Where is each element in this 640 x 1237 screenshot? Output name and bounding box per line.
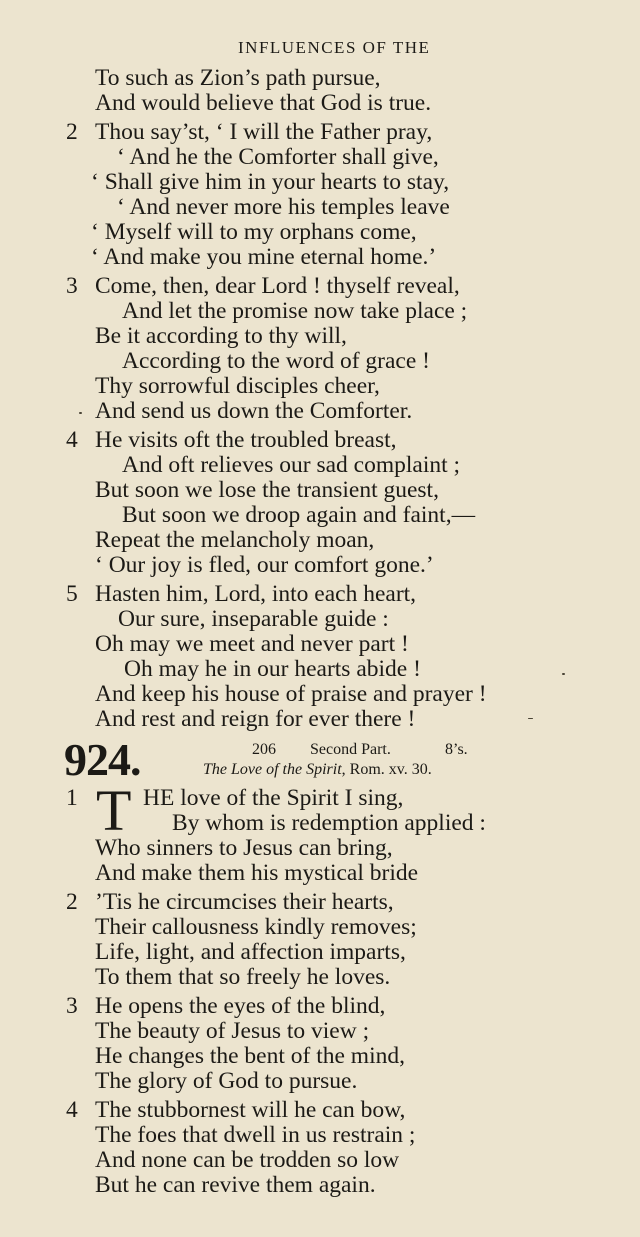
verse-line: The beauty of Jesus to view ; xyxy=(95,1018,370,1044)
stanza-number: 5 xyxy=(66,581,78,607)
stanza-number: 4 xyxy=(66,1097,78,1123)
hymn-subtitle xyxy=(203,761,432,779)
stanza-number: 3 xyxy=(66,273,78,299)
stanza-number: 2 xyxy=(66,119,78,145)
verse-line: And let the promise now take place ; xyxy=(122,298,468,324)
verse-line: To such as Zion’s path pursue, xyxy=(95,65,381,91)
verse-line: And oft relieves our sad complaint ; xyxy=(122,452,461,478)
verse-line: ‘ And never more his temples leave xyxy=(117,194,450,220)
part-label: Second Part. xyxy=(310,741,391,758)
verse-line: Thou say’st, ‘ I will the Father pray, xyxy=(95,119,433,145)
verse-line: ‘ And he the Comforter shall give, xyxy=(117,144,439,170)
verse-line: He visits oft the troubled breast, xyxy=(95,427,397,453)
verse-line: Repeat the melancholy moan, xyxy=(95,527,375,553)
verse-line: Their callousness kindly removes; xyxy=(95,914,417,940)
scripture-reference: , Rom. xv. 30. xyxy=(341,761,432,778)
verse-line: Be it according to thy will, xyxy=(95,323,347,349)
verse-line: The stubbornest will he can bow, xyxy=(95,1097,406,1123)
verse-line: But he can revive them again. xyxy=(95,1172,376,1198)
verse-line: ‘ And make you mine eternal home.’ xyxy=(91,244,437,270)
verse-line: ‘ Shall give him in your hearts to stay, xyxy=(91,169,450,195)
verse-line: ‘ Myself will to my orphans come, xyxy=(91,219,417,245)
verse-line: He opens the eyes of the blind, xyxy=(95,993,386,1019)
stanza-number: 2 xyxy=(66,889,78,915)
tune-number: 206 xyxy=(252,741,276,758)
verse-line: The foes that dwell in us restrain ; xyxy=(95,1122,416,1148)
verse-line: And none can be trodden so low xyxy=(95,1147,400,1173)
drop-cap: T xyxy=(96,778,132,843)
verse-line: And make them his mystical bride xyxy=(95,860,419,886)
verse-line: And would believe that God is true. xyxy=(95,90,432,116)
verse-line: According to the word of grace ! xyxy=(122,348,430,374)
verse-line: Thy sorrowful disciples cheer, xyxy=(95,373,380,399)
verse-line: And keep his house of praise and prayer ! xyxy=(95,681,487,707)
verse-line: Who sinners to Jesus can bring, xyxy=(95,835,393,861)
verse-line: And rest and reign for ever there ! xyxy=(95,706,416,732)
verse-line: He changes the bent of the mind, xyxy=(95,1043,405,1069)
verse-line: But soon we droop again and faint,— xyxy=(122,502,476,528)
verse-line: ’Tis he circumcises their hearts, xyxy=(95,889,394,915)
verse-line: But soon we lose the transient guest, xyxy=(95,477,439,503)
hymn-title: The Love of the Spirit xyxy=(203,761,342,778)
verse-line: Hasten him, Lord, into each heart, xyxy=(95,581,417,607)
meter-label: 8’s. xyxy=(445,741,468,758)
print-speck xyxy=(528,718,533,719)
print-speck xyxy=(562,673,565,675)
verse-line: Come, then, dear Lord ! thyself reveal, xyxy=(95,273,460,299)
stanza-number: 3 xyxy=(66,993,78,1019)
stanza-number: 4 xyxy=(66,427,78,453)
verse-line: Our sure, inseparable guide : xyxy=(118,606,389,632)
hymn-number: 924. xyxy=(64,734,141,785)
verse-line: The glory of God to pursue. xyxy=(95,1068,358,1094)
verse-line: And send us down the Comforter. xyxy=(95,398,413,424)
verse-line: Oh may we meet and never part ! xyxy=(95,631,409,657)
stanza-number: 1 xyxy=(66,785,78,811)
verse-line: By whom is redemption applied : xyxy=(172,810,486,836)
verse-line: To them that so freely he loves. xyxy=(95,964,391,990)
running-header: INFLUENCES OF THE xyxy=(238,38,431,57)
verse-line: HE love of the Spirit I sing, xyxy=(143,785,404,811)
verse-line: Life, light, and affection imparts, xyxy=(95,939,406,965)
print-speck xyxy=(79,412,82,414)
verse-line: Oh may he in our hearts abide ! xyxy=(124,656,421,682)
verse-line: ‘ Our joy is fled, our comfort gone.’ xyxy=(95,552,434,578)
